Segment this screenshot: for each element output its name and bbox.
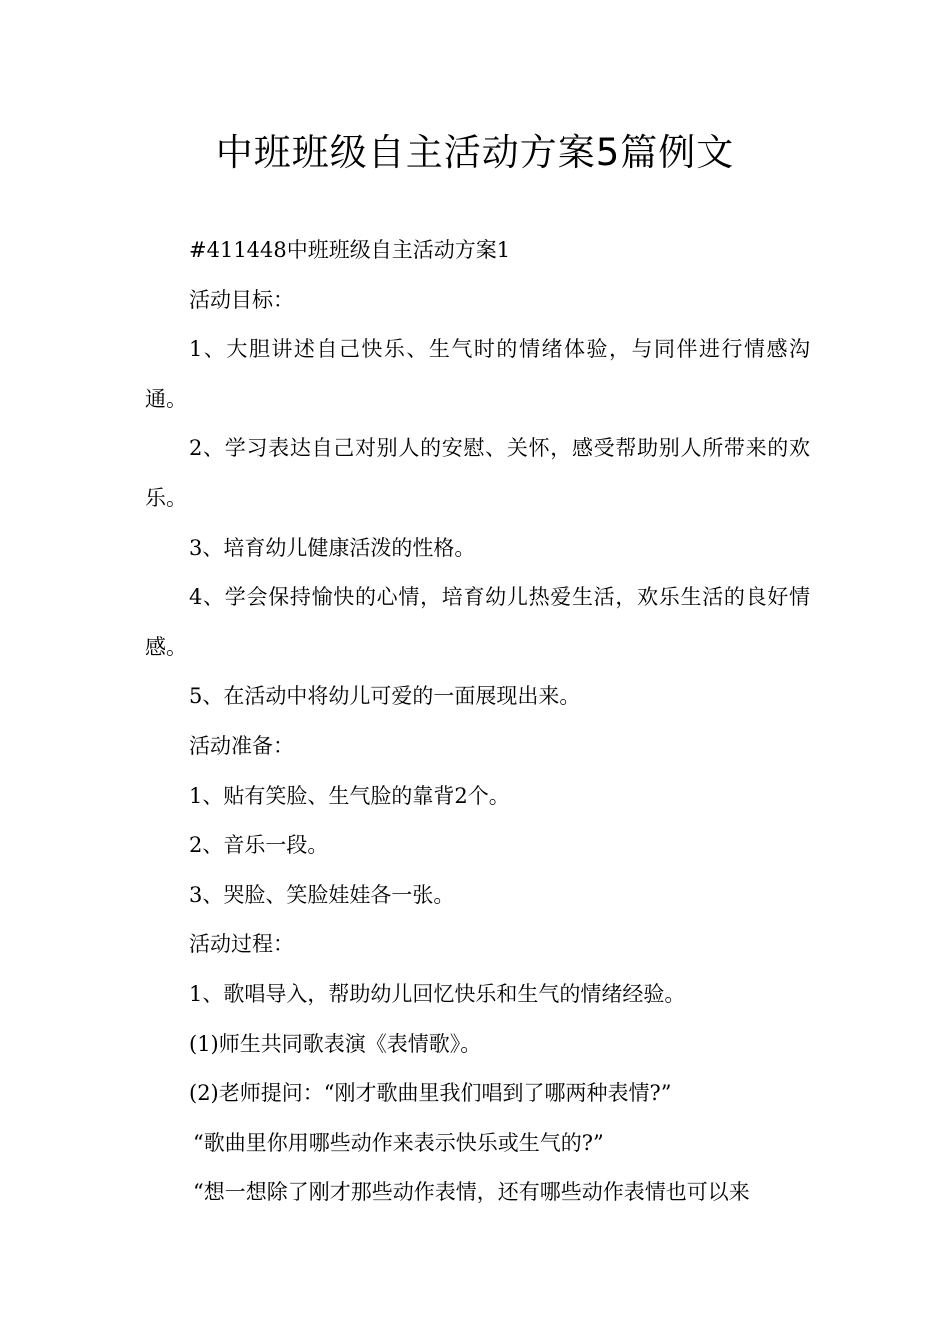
preparation-item-3: 3、哭脸、笑脸娃娃各一张。 <box>189 882 455 907</box>
heading-activity-process: 活动过程： <box>189 932 294 957</box>
goal-item-4: 4、学会保持愉快的心情，培育幼儿热爱生活，欢乐生活的良好情感。 <box>145 585 810 659</box>
document-body <box>145 226 810 1218</box>
goal-item-2: 2、学习表达自己对别人的安慰、关怀，感受帮助别人所带来的欢乐。 <box>145 436 810 510</box>
teacher-question-2: “想一想除了刚才那些动作表情，还有哪些动作表情也可以来 <box>193 1180 750 1205</box>
goal-item-3: 3、培育幼儿健康活泼的性格。 <box>189 535 476 560</box>
process-step-1: 1、歌唱导入，帮助幼儿回忆快乐和生气的情绪经验。 <box>189 981 686 1006</box>
process-substep-2: (2)老师提问：“刚才歌曲里我们唱到了哪两种表情?” <box>189 1081 672 1106</box>
document-title: 中班班级自主活动方案5篇例文 <box>215 131 735 174</box>
teacher-question-1: “歌曲里你用哪些动作来表示快乐或生气的?” <box>193 1130 604 1155</box>
heading-activity-preparation: 活动准备： <box>189 733 294 758</box>
heading-activity-goals: 活动目标： <box>189 287 294 312</box>
goal-item-1: 1、大胆讲述自己快乐、生气时的情绪体验，与同伴进行情感沟通。 <box>145 337 810 411</box>
section-heading-plan-1: #411448中班班级自主活动方案1 <box>189 238 511 262</box>
preparation-item-1: 1、贴有笑脸、生气脸的靠背2个。 <box>189 783 510 808</box>
goal-item-5: 5、在活动中将幼儿可爱的一面展现出来。 <box>189 684 581 709</box>
preparation-item-2: 2、音乐一段。 <box>189 833 329 858</box>
process-substep-1: (1)师生共同歌表演《表情歌》。 <box>189 1031 482 1056</box>
